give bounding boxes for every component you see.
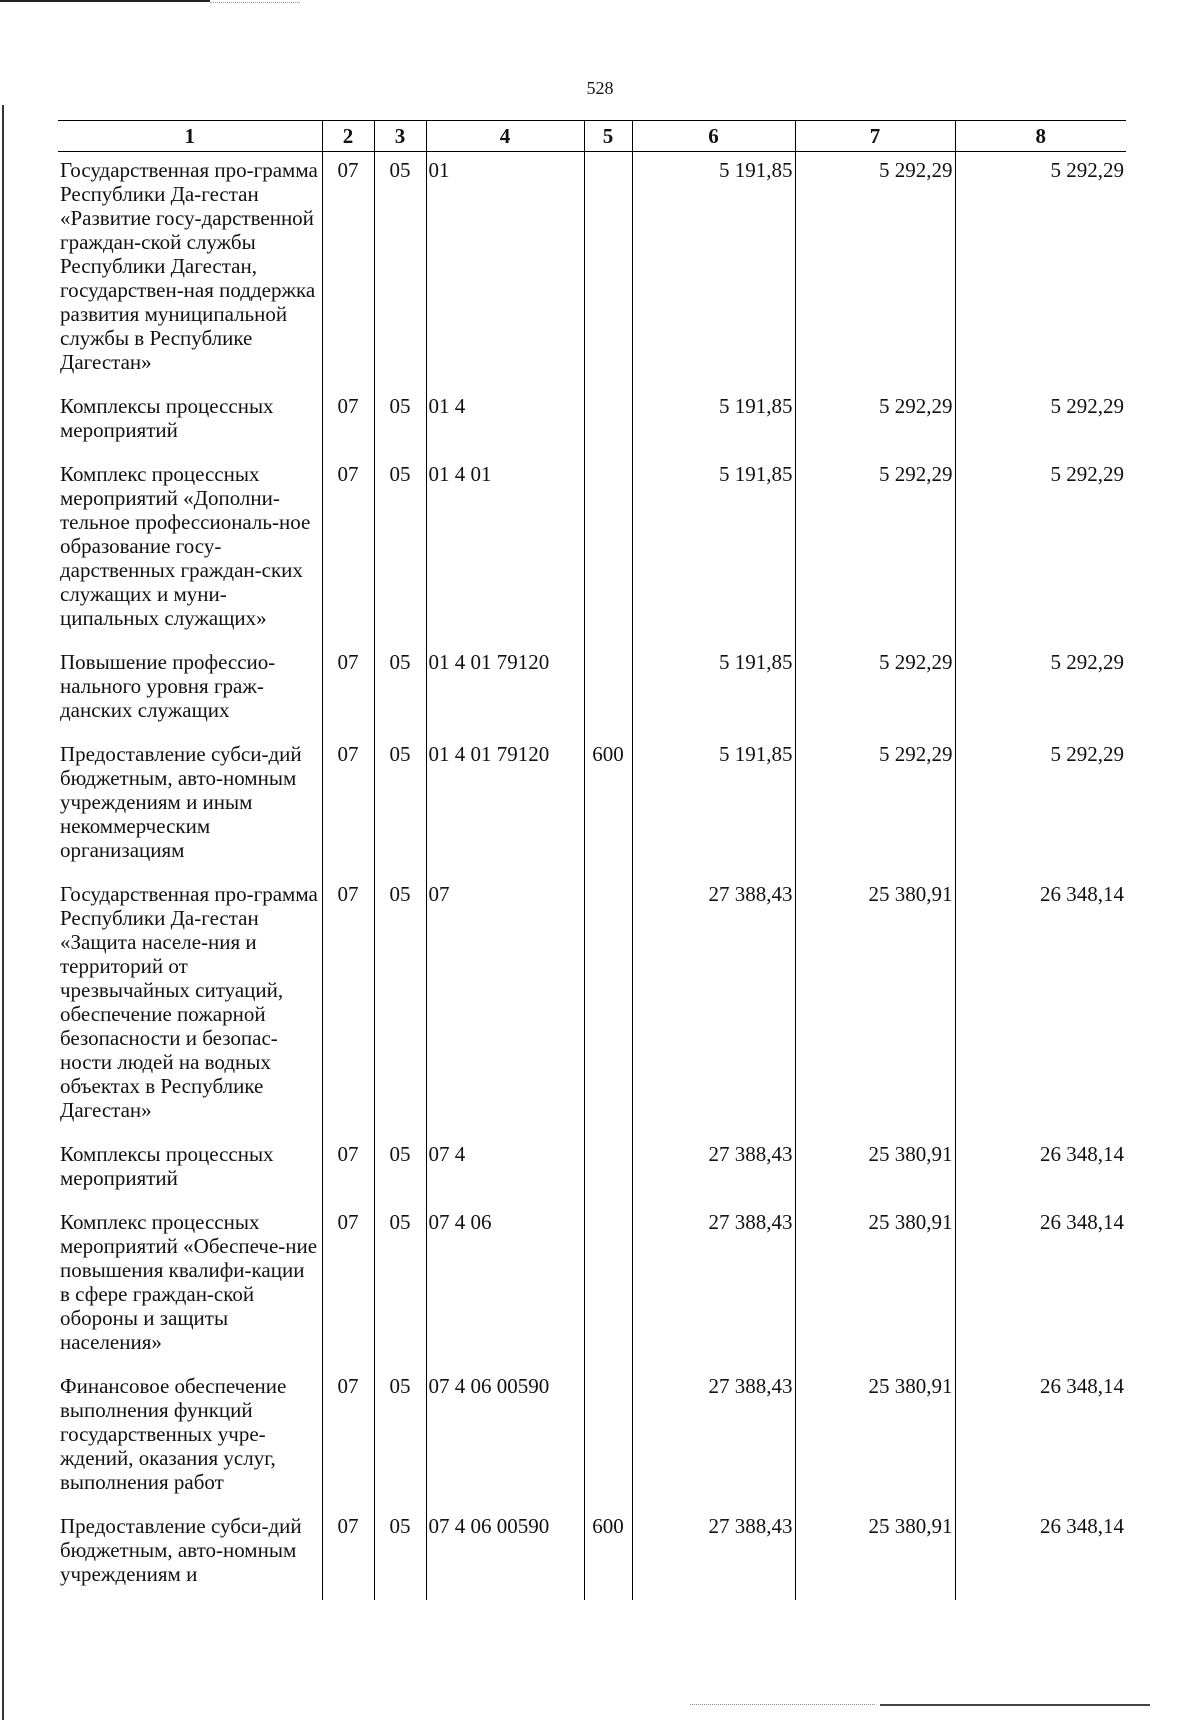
row-subsection: 05 <box>374 388 426 456</box>
row-subsection: 05 <box>374 644 426 736</box>
row-subsection: 05 <box>374 1204 426 1368</box>
row-amount-7: 5 292,29 <box>795 644 955 736</box>
header-col-3: 3 <box>374 121 426 152</box>
row-target-code: 07 4 06 00590 <box>426 1368 584 1508</box>
row-amount-6: 5 191,85 <box>632 456 795 644</box>
budget-table <box>58 120 1126 1600</box>
header-col-4: 4 <box>426 121 584 152</box>
row-section: 07 <box>322 1204 374 1368</box>
row-section: 07 <box>322 1508 374 1600</box>
row-amount-6: 5 191,85 <box>632 736 795 876</box>
row-name: Комплекс процессных мероприятий «Обеспече-ние повышения квалифи-кации в сфере граждан-ской обороны и защиты населения» <box>58 1204 322 1368</box>
row-target-code: 07 4 <box>426 1136 584 1204</box>
top-rule-faint <box>210 2 300 3</box>
row-expense-type <box>584 1368 632 1508</box>
row-amount-6: 5 191,85 <box>632 152 795 389</box>
row-section: 07 <box>322 644 374 736</box>
row-amount-7: 25 380,91 <box>795 1204 955 1368</box>
table-row <box>58 1368 1126 1508</box>
header-col-8: 8 <box>955 121 1126 152</box>
row-section: 07 <box>322 388 374 456</box>
row-expense-type <box>584 644 632 736</box>
row-subsection: 05 <box>374 456 426 644</box>
row-section: 07 <box>322 1136 374 1204</box>
row-name: Комплексы процессных мероприятий <box>58 1136 322 1204</box>
row-amount-8: 5 292,29 <box>955 152 1126 389</box>
row-amount-6: 27 388,43 <box>632 1136 795 1204</box>
row-name: Финансовое обеспечение выполнения функций государственных учре-ждений, оказания услуг, выполнения работ <box>58 1368 322 1508</box>
table-row <box>58 1136 1126 1204</box>
row-amount-8: 26 348,14 <box>955 1508 1126 1600</box>
table-row <box>58 388 1126 456</box>
table-row <box>58 1508 1126 1600</box>
table-row <box>58 1204 1126 1368</box>
table-row <box>58 644 1126 736</box>
header-col-6: 6 <box>632 121 795 152</box>
row-subsection: 05 <box>374 152 426 389</box>
row-amount-7: 25 380,91 <box>795 1368 955 1508</box>
row-amount-6: 27 388,43 <box>632 1508 795 1600</box>
row-target-code: 01 4 01 79120 <box>426 736 584 876</box>
row-amount-8: 26 348,14 <box>955 1368 1126 1508</box>
row-amount-6: 27 388,43 <box>632 1204 795 1368</box>
row-name: Комплексы процессных мероприятий <box>58 388 322 456</box>
row-section: 07 <box>322 876 374 1136</box>
row-target-code: 01 4 01 79120 <box>426 644 584 736</box>
row-target-code: 01 <box>426 152 584 389</box>
table-row <box>58 876 1126 1136</box>
row-expense-type <box>584 456 632 644</box>
header-row <box>58 121 1126 152</box>
row-expense-type <box>584 876 632 1136</box>
table-row <box>58 152 1126 389</box>
row-amount-7: 5 292,29 <box>795 456 955 644</box>
row-amount-8: 5 292,29 <box>955 644 1126 736</box>
row-amount-6: 27 388,43 <box>632 876 795 1136</box>
table-row <box>58 456 1126 644</box>
header-col-7: 7 <box>795 121 955 152</box>
row-expense-type <box>584 388 632 456</box>
row-subsection: 05 <box>374 736 426 876</box>
row-amount-6: 5 191,85 <box>632 388 795 456</box>
row-expense-type <box>584 1136 632 1204</box>
row-expense-type: 600 <box>584 736 632 876</box>
row-target-code: 07 4 06 <box>426 1204 584 1368</box>
row-amount-8: 5 292,29 <box>955 736 1126 876</box>
page-number: 528 <box>586 78 614 98</box>
row-target-code: 01 4 01 <box>426 456 584 644</box>
row-expense-type <box>584 152 632 389</box>
top-rule <box>0 0 210 2</box>
header-col-2: 2 <box>322 121 374 152</box>
row-amount-8: 26 348,14 <box>955 1136 1126 1204</box>
row-target-code: 07 4 06 00590 <box>426 1508 584 1600</box>
row-target-code: 01 4 <box>426 388 584 456</box>
row-section: 07 <box>322 1368 374 1508</box>
left-scan-edge <box>2 105 4 1720</box>
row-section: 07 <box>322 152 374 389</box>
row-subsection: 05 <box>374 1136 426 1204</box>
row-amount-7: 25 380,91 <box>795 1136 955 1204</box>
row-amount-7: 5 292,29 <box>795 152 955 389</box>
row-amount-8: 26 348,14 <box>955 1204 1126 1368</box>
row-expense-type: 600 <box>584 1508 632 1600</box>
bottom-rule <box>880 1704 1150 1706</box>
row-amount-8: 5 292,29 <box>955 456 1126 644</box>
row-amount-8: 5 292,29 <box>955 388 1126 456</box>
row-name: Предоставление субси-дий бюджетным, авто-номным учреждениям и иным некоммерческим организациям <box>58 736 322 876</box>
row-section: 07 <box>322 736 374 876</box>
row-subsection: 05 <box>374 1368 426 1508</box>
row-name: Государственная про-грамма Республики Да-гестан «Развитие госу-дарственной граждан-ской службы Республики Дагестан, государствен-ная поддержка развития муниципальной службы в Республике Дагестан» <box>58 152 322 389</box>
row-amount-6: 5 191,85 <box>632 644 795 736</box>
row-amount-6: 27 388,43 <box>632 1368 795 1508</box>
header-col-1: 1 <box>58 121 322 152</box>
bottom-rule-faint <box>690 1704 875 1705</box>
table-row <box>58 736 1126 876</box>
row-subsection: 05 <box>374 1508 426 1600</box>
row-target-code: 07 <box>426 876 584 1136</box>
row-section: 07 <box>322 456 374 644</box>
row-amount-8: 26 348,14 <box>955 876 1126 1136</box>
row-amount-7: 5 292,29 <box>795 388 955 456</box>
row-name: Комплекс процессных мероприятий «Дополни-тельное профессиональ-ное образование госу-дарственных граждан-ских служащих и муни-ципальных служащих» <box>58 456 322 644</box>
row-name: Государственная про-грамма Республики Да-гестан «Защита населе-ния и территорий от чрезвычайных ситуаций, обеспечение пожарной безопасности и безопас-ности людей на водных объектах в Республике Дагестан» <box>58 876 322 1136</box>
row-subsection: 05 <box>374 876 426 1136</box>
row-name: Предоставление субси-дий бюджетным, авто-номным учреждениям и <box>58 1508 322 1600</box>
row-name: Повышение профессио-нального уровня граж-данских служащих <box>58 644 322 736</box>
row-amount-7: 5 292,29 <box>795 736 955 876</box>
row-expense-type <box>584 1204 632 1368</box>
row-amount-7: 25 380,91 <box>795 876 955 1136</box>
row-amount-7: 25 380,91 <box>795 1508 955 1600</box>
header-col-5: 5 <box>584 121 632 152</box>
